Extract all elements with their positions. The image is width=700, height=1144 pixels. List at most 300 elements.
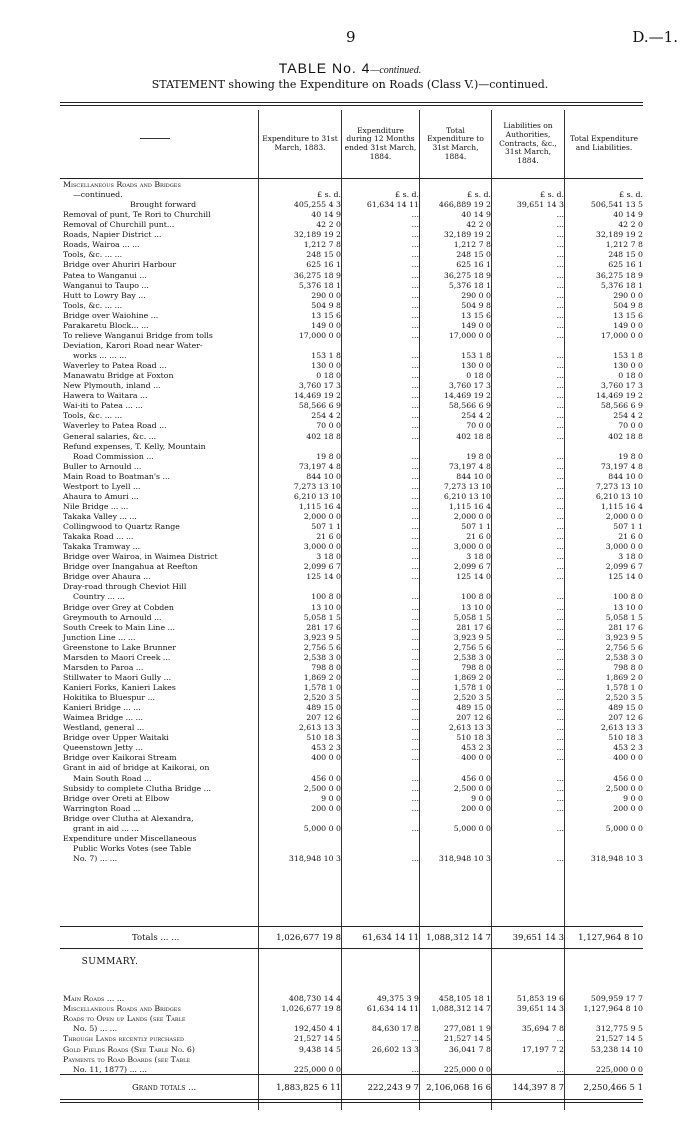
cell-c3: 844 10 0 — [456, 471, 491, 481]
rule-bottom-inner — [60, 1102, 643, 1103]
row-label: Marsden to Paroa ... — [63, 662, 144, 672]
table-continued: —continued. — [370, 65, 422, 76]
row-label: No. 7) ... ... — [73, 854, 118, 864]
cell-c4: ... — [556, 773, 564, 783]
cell-c2: ... — [411, 672, 419, 682]
cell-c5: 225,000 0 0 — [595, 1064, 643, 1074]
cell-c5: 153 1 8 — [613, 351, 643, 361]
row-label: Bridge over Kaikorai Stream — [63, 753, 177, 763]
grand-c3: 2,106,068 16 6 — [426, 1083, 491, 1093]
cell-c5: 73,197 4 8 — [600, 461, 643, 471]
cell-c5: 6,210 13 10 — [595, 491, 643, 501]
table-number: TABLE No. 4 — [278, 60, 371, 76]
cell-c5: 70 0 0 — [618, 421, 643, 431]
cell-c1: 9 0 0 — [321, 793, 341, 803]
table-row — [0, 492, 700, 502]
cell-c5: 149 0 0 — [613, 320, 643, 330]
cell-c3: 6,210 13 10 — [443, 491, 491, 501]
row-label: Grant in aid of bridge at Kaikorai, on — [63, 763, 210, 773]
col-header-liabilities: Liabilities on Authorities, Contracts, &c., 31st March, 1884. — [491, 110, 564, 178]
table-row — [0, 391, 700, 401]
cell-c2: 84,630 17 8 — [371, 1024, 419, 1034]
row-label: Westland, general ... — [63, 723, 145, 733]
row-label: Bridge over Wairoa, in Waimea District — [63, 552, 218, 562]
cell-c2: ... — [411, 743, 419, 753]
table-row — [0, 401, 700, 411]
cell-c2: ... — [411, 522, 419, 532]
cell-c2: ... — [411, 612, 419, 622]
table-row — [0, 371, 700, 381]
cell-c5: 456 0 0 — [613, 773, 643, 783]
cell-c5: 5,000 0 0 — [605, 823, 643, 833]
rule-top — [60, 102, 643, 103]
cell-c4: ... — [556, 361, 564, 371]
row-label: Roads, Wairoa ... ... — [63, 240, 140, 250]
totals-label: Totals ... ... — [132, 933, 180, 943]
table-row — [0, 1024, 700, 1034]
cell-c3: 254 4 2 — [461, 411, 491, 421]
cell-c4: ... — [556, 683, 564, 692]
cell-c1: £ s. d. — [317, 190, 341, 200]
cell-c5: 2,756 5 6 — [605, 642, 643, 652]
cell-c2: ... — [411, 401, 419, 411]
cell-c1: 73,197 4 8 — [298, 461, 341, 471]
cell-c2: ... — [411, 280, 419, 290]
cell-c4: ... — [556, 220, 564, 230]
cell-c2: ... — [411, 421, 419, 431]
cell-c1: 13 10 0 — [311, 602, 341, 612]
rule-bottom — [60, 1099, 643, 1100]
cell-c1: 9,438 14 5 — [298, 1044, 341, 1054]
grand-totals-label: Grand totals ... — [132, 1083, 197, 1093]
cell-c5: 504 9 8 — [613, 300, 643, 310]
table-row — [0, 1034, 700, 1044]
cell-c2: ... — [411, 703, 419, 713]
cell-c3: 2,000 0 0 — [453, 511, 491, 521]
cell-c4: ... — [556, 572, 564, 582]
row-label: No. 5) ... ... — [73, 1024, 118, 1034]
table-row — [0, 713, 700, 723]
cell-c5: 506,541 13 5 — [590, 200, 643, 210]
cell-c4: ... — [556, 1064, 564, 1074]
cell-c2: ... — [411, 572, 419, 582]
cell-c1: 21 6 0 — [316, 532, 341, 542]
cell-c5: 5,376 18 1 — [600, 280, 643, 290]
row-label: Bridge over Grey at Cobden — [63, 602, 174, 612]
table-row — [0, 703, 700, 713]
table-row — [0, 693, 700, 703]
cell-c4: ... — [556, 411, 564, 421]
cell-c2: ... — [411, 803, 419, 813]
cell-c1: 798 8 0 — [311, 662, 341, 672]
cell-c2: ... — [411, 753, 419, 763]
cell-c3: 489 15 0 — [456, 703, 491, 713]
cell-c4: ... — [556, 491, 564, 501]
cell-c4: ... — [556, 501, 564, 511]
cell-c3: 225,000 0 0 — [443, 1064, 491, 1074]
table-row — [0, 542, 700, 552]
table-row — [0, 733, 700, 743]
cell-c2: ... — [411, 1034, 419, 1044]
cell-c3: 290 0 0 — [461, 290, 491, 300]
cell-c5: 100 8 0 — [613, 592, 643, 602]
cell-c3: 318,948 10 3 — [438, 854, 491, 864]
cell-c2: ... — [411, 351, 419, 361]
cell-c2: ... — [411, 240, 419, 250]
row-label: Country ... ... — [73, 592, 125, 602]
cell-c2: ... — [411, 290, 419, 300]
cell-c1: 281 17 6 — [306, 622, 341, 632]
table-row — [0, 190, 700, 200]
cell-c5: 9 0 0 — [623, 793, 643, 803]
cell-c4: ... — [556, 320, 564, 330]
table-row — [0, 582, 700, 592]
row-label: Hutt to Lowry Bay ... — [63, 290, 146, 300]
cell-c1: 6,210 13 10 — [293, 491, 341, 501]
row-label: Patea to Wanganui ... — [63, 270, 147, 280]
cell-c2: ... — [411, 642, 419, 652]
col-header-1883: Expenditure to 31st March, 1883. — [258, 110, 341, 178]
cell-c2: 61,634 14 11 — [366, 200, 419, 210]
table-row — [0, 291, 700, 301]
row-label: Ahaura to Amuri ... — [63, 491, 139, 501]
table-row — [0, 230, 700, 240]
cell-c1: 510 18 3 — [306, 733, 341, 743]
cell-c5: £ s. d. — [619, 190, 643, 200]
cell-c4: ... — [556, 703, 564, 713]
rule-above-totals — [60, 926, 643, 927]
table-row — [0, 502, 700, 512]
cell-c1: 19 8 0 — [316, 451, 341, 461]
row-label: Marsden to Maori Creek ... — [63, 652, 171, 662]
table-row — [0, 200, 700, 210]
row-label: Miscellaneous Roads and Bridges — [63, 1004, 181, 1014]
cell-c4: ... — [556, 471, 564, 481]
table-row — [0, 623, 700, 633]
cell-c1: 2,500 0 0 — [303, 783, 341, 793]
cell-c1: 5,000 0 0 — [303, 823, 341, 833]
cell-c5: 36,275 18 9 — [595, 270, 643, 280]
row-label: Bridge over Upper Waitaki — [63, 733, 169, 743]
grand-c2: 222,243 9 7 — [367, 1083, 419, 1093]
row-label: Bridge over Oreti at Elbow — [63, 793, 170, 803]
row-label: Road Commission ... — [73, 451, 154, 461]
cell-c2: ... — [411, 411, 419, 421]
cell-c4: ... — [556, 391, 564, 401]
cell-c3: 1,212 7 8 — [453, 240, 491, 250]
cell-c4: ... — [556, 290, 564, 300]
table-row — [0, 411, 700, 421]
table-row — [0, 663, 700, 673]
row-label: New Plymouth, inland ... — [63, 381, 161, 391]
table-row — [0, 271, 700, 281]
statement-title: STATEMENT showing the Expenditure on Roads (Class V.)—continued. — [151, 78, 549, 91]
cell-c5: 13 10 0 — [613, 602, 643, 612]
table-row — [0, 462, 700, 472]
table-row — [0, 683, 700, 693]
cell-c1: 456 0 0 — [311, 773, 341, 783]
cell-c4: ... — [556, 210, 564, 220]
row-label: Gold Fields Roads (See Table No. 6) — [63, 1044, 195, 1054]
cell-c5: 2,520 3 5 — [605, 693, 643, 703]
cell-c4: ... — [556, 672, 564, 682]
cell-c3: 277,081 1 9 — [443, 1024, 491, 1034]
row-label: General salaries, &c. ... — [63, 431, 157, 441]
table-row — [0, 804, 700, 814]
cell-c1: 1,026,677 19 8 — [281, 1004, 341, 1014]
cell-c1: 70 0 0 — [316, 421, 341, 431]
row-label: Payments to Road Boards (see Table — [63, 1054, 191, 1064]
col-header-total-expenditure-liabilities: Total Expenditure and Liabilities. — [564, 110, 643, 178]
cell-c2: ... — [411, 300, 419, 310]
cell-c2: ... — [411, 391, 419, 401]
table-row — [0, 814, 700, 824]
cell-c4: ... — [556, 230, 564, 240]
cell-c2: ... — [411, 371, 419, 381]
cell-c2: ... — [411, 713, 419, 723]
table-row — [0, 281, 700, 291]
cell-c5: 507 1 1 — [613, 522, 643, 532]
cell-c5: 58,566 6 9 — [600, 401, 643, 411]
table-row — [0, 311, 700, 321]
table-row — [0, 532, 700, 542]
cell-c2: ... — [411, 431, 419, 441]
cell-c1: 290 0 0 — [311, 290, 341, 300]
table-row — [0, 1065, 700, 1075]
table-row — [0, 854, 700, 864]
cell-c5: 1,869 2 0 — [605, 672, 643, 682]
cell-c4: ... — [556, 522, 564, 532]
grand-c5: 2,250,466 5 1 — [583, 1083, 643, 1093]
row-label: Kanieri Forks, Kanieri Lakes — [63, 683, 176, 692]
cell-c2: ... — [411, 471, 419, 481]
cell-c5: 125 14 0 — [608, 572, 643, 582]
cell-c1: 5,058 1 5 — [303, 612, 341, 622]
table-row — [0, 723, 700, 733]
row-label: To relieve Wanganui Bridge from tolls — [63, 330, 213, 340]
cell-c2: ... — [411, 381, 419, 391]
table-row — [0, 994, 700, 1004]
cell-c3: 510 18 3 — [456, 733, 491, 743]
cell-c3: 7,273 13 10 — [443, 481, 491, 491]
cell-c3: 798 8 0 — [461, 662, 491, 672]
row-label: Hawera to Waitara ... — [63, 391, 148, 401]
cell-c2: ... — [411, 854, 419, 864]
row-label: Greenstone to Lake Brunner — [63, 642, 176, 652]
cell-c3: 13 10 0 — [461, 602, 491, 612]
row-label: Bridge over Waiohine ... — [63, 310, 159, 320]
cell-c4: 51,853 19 6 — [516, 994, 564, 1003]
cell-c4: ... — [556, 532, 564, 542]
table-row — [0, 331, 700, 341]
grand-totals-row — [0, 1084, 700, 1094]
table-row — [0, 834, 700, 844]
cell-c2: 49,375 3 9 — [376, 994, 419, 1003]
cell-c5: 7,273 13 10 — [595, 481, 643, 491]
row-label: Junction Line ... ... — [63, 632, 136, 642]
cell-c2: ... — [411, 230, 419, 240]
table-row — [0, 361, 700, 371]
cell-c3: 2,538 3 0 — [453, 652, 491, 662]
cell-c4: ... — [556, 662, 564, 672]
cell-c5: 21,527 14 5 — [595, 1034, 643, 1044]
cell-c3: 3 18 0 — [466, 552, 491, 562]
cell-c3: 73,197 4 8 — [448, 461, 491, 471]
row-label: works ... ... ... — [73, 351, 127, 361]
cell-c2: ... — [411, 451, 419, 461]
cell-c3: 281 17 6 — [456, 622, 491, 632]
cell-c5: 5,058 1 5 — [605, 612, 643, 622]
cell-c1: 0 18 0 — [316, 371, 341, 381]
cell-c1: 400 0 0 — [311, 753, 341, 763]
totals-c4: 39,651 14 3 — [512, 933, 564, 943]
cell-c1: 2,520 3 5 — [303, 693, 341, 703]
cell-c2: ... — [411, 733, 419, 743]
table-row — [0, 643, 700, 653]
row-label: Westport to Lyell ... — [63, 481, 141, 491]
row-label: Nile Bridge ... ... — [63, 501, 129, 511]
cell-c2: ... — [411, 361, 419, 371]
table-row — [0, 784, 700, 794]
row-label: Roads, Napier District ... — [63, 230, 162, 240]
cell-c4: ... — [556, 803, 564, 813]
cell-c2: ... — [411, 542, 419, 552]
cell-c4: ... — [556, 562, 564, 572]
row-label: Warrington Road ... — [63, 803, 141, 813]
cell-c3: 466,889 19 2 — [438, 200, 491, 210]
cell-c1: 2,756 5 6 — [303, 642, 341, 652]
cell-c4: ... — [556, 552, 564, 562]
cell-c5: 40 14 9 — [613, 210, 643, 220]
cell-c2: ... — [411, 481, 419, 491]
cell-c4: ... — [556, 733, 564, 743]
row-label: grant in aid ... ... — [73, 823, 139, 833]
cell-c1: 32,189 19 2 — [293, 230, 341, 240]
row-label: Removal of Churchill punt... — [63, 220, 175, 230]
col-header-total-1884: Total Expenditure to 31st March, 1884. — [419, 110, 491, 178]
table-row — [0, 442, 700, 452]
table-row — [0, 321, 700, 331]
row-label: Parakaretu Block... ... — [63, 320, 149, 330]
cell-c2: ... — [411, 562, 419, 572]
row-label: Bridge over Ahaura ... — [63, 572, 151, 582]
cell-c1: 3,923 9 5 — [303, 632, 341, 642]
cell-c4: ... — [556, 743, 564, 753]
cell-c3: 207 12 6 — [456, 713, 491, 723]
cell-c3: 19 8 0 — [466, 451, 491, 461]
cell-c4: ... — [556, 542, 564, 552]
table-row — [0, 552, 700, 562]
totals-c5: 1,127,964 8 10 — [578, 933, 643, 943]
table-row — [0, 673, 700, 683]
cell-c2: ... — [411, 220, 419, 230]
cell-c3: 36,041 7 8 — [448, 1044, 491, 1054]
row-label: Takaka Tramway ... — [63, 542, 141, 552]
cell-c4: ... — [556, 632, 564, 642]
cell-c5: 312,775 9 5 — [595, 1024, 643, 1034]
table-row — [0, 592, 700, 602]
cell-c3: 1,115 16 4 — [448, 501, 491, 511]
table-row — [0, 844, 700, 854]
cell-c5: 1,115 16 4 — [600, 501, 643, 511]
cell-c5: 509,959 17 7 — [590, 994, 643, 1003]
cell-c4: ... — [556, 1034, 564, 1044]
cell-c2: ... — [411, 260, 419, 270]
cell-c1: 318,948 10 3 — [288, 854, 341, 864]
row-label: Manawatu Bridge at Foxton — [63, 371, 174, 381]
cell-c3: 149 0 0 — [461, 320, 491, 330]
cell-c1: 1,869 2 0 — [303, 672, 341, 682]
cell-c5: 798 8 0 — [613, 662, 643, 672]
cell-c4: ... — [556, 310, 564, 320]
cell-c1: 844 10 0 — [306, 471, 341, 481]
cell-c3: 21,527 14 5 — [443, 1034, 491, 1044]
table-row — [0, 301, 700, 311]
cell-c4: ... — [556, 753, 564, 763]
cell-c1: 207 12 6 — [306, 713, 341, 723]
cell-c4: ... — [556, 642, 564, 652]
row-label: Greymouth to Arnould ... — [63, 612, 162, 622]
table-row — [0, 472, 700, 482]
cell-c3: 125 14 0 — [456, 572, 491, 582]
cell-c3: 5,058 1 5 — [453, 612, 491, 622]
table-row — [0, 633, 700, 643]
row-label: Main Roads ... ... — [63, 994, 125, 1003]
cell-c5: 2,099 6 7 — [605, 562, 643, 572]
row-label: Queenstown Jetty ... — [63, 743, 143, 753]
cell-c2: ... — [411, 320, 419, 330]
cell-c4: 17,197 7 2 — [521, 1044, 564, 1054]
table-row — [0, 603, 700, 613]
cell-c5: 32,189 19 2 — [595, 230, 643, 240]
cell-c1: 7,273 13 10 — [293, 481, 341, 491]
cell-c2: ... — [411, 592, 419, 602]
cell-c1: 3,760 17 3 — [298, 381, 341, 391]
cell-c5: 290 0 0 — [613, 290, 643, 300]
cell-c5: 14,469 19 2 — [595, 391, 643, 401]
cell-c3: 1,869 2 0 — [453, 672, 491, 682]
cell-c3: 9 0 0 — [471, 793, 491, 803]
cell-c1: 200 0 0 — [311, 803, 341, 813]
cell-c5: 625 16 1 — [608, 260, 643, 270]
cell-c3: 17,000 0 0 — [448, 330, 491, 340]
cell-c1: 40 14 9 — [311, 210, 341, 220]
cell-c3: 14,469 19 2 — [443, 391, 491, 401]
cell-c4: ... — [556, 300, 564, 310]
row-label: Takaka Valley ... ... — [63, 511, 137, 521]
cell-c2: 61,634 14 11 — [366, 1004, 419, 1014]
table-row — [0, 512, 700, 522]
label-column-dash — [140, 138, 170, 139]
cell-c5: 3,760 17 3 — [600, 381, 643, 391]
table-row — [0, 753, 700, 763]
row-label: Public Works Votes (see Table — [73, 843, 192, 853]
table-row — [0, 774, 700, 784]
cell-c2: ... — [411, 823, 419, 833]
cell-c3: 504 9 8 — [461, 300, 491, 310]
summary-title: SUMMARY. — [81, 957, 139, 967]
table-row — [0, 260, 700, 270]
document-code: D.—1. — [632, 28, 678, 46]
cell-c3: 13 15 6 — [461, 310, 491, 320]
cell-c4: £ s. d. — [540, 190, 564, 200]
cell-c3: 153 1 8 — [461, 351, 491, 361]
row-label: Collingwood to Quartz Range — [63, 522, 180, 532]
table-row — [0, 743, 700, 753]
cell-c5: 21 6 0 — [618, 532, 643, 542]
cell-c4: ... — [556, 240, 564, 250]
cell-c4: ... — [556, 652, 564, 662]
